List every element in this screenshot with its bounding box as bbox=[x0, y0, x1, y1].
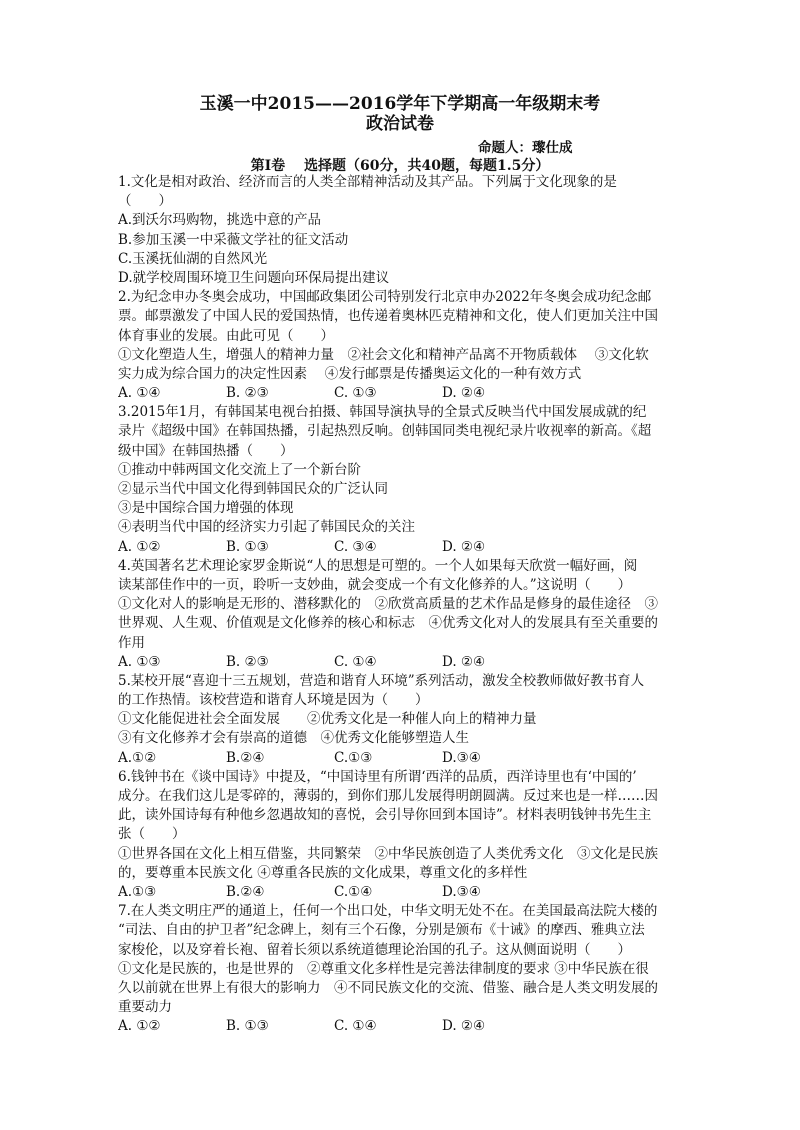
question-line: 5.某校开展“喜迎十三五规划，营造和谐育人环境”系列活动，激发全校教师做好教书育人 bbox=[118, 672, 645, 689]
question-line: 家梭伦，以及穿着长袍、留着长须以系统道德理论治国的孔子。这从侧面说明（ ） bbox=[118, 941, 631, 958]
exam-subtitle: 政治试卷 bbox=[366, 114, 434, 134]
question-line: 体育事业的发展。由此可见（ ） bbox=[118, 327, 334, 344]
question-line: 录片《超级中国》在韩国热播，引起热烈反响。创韩国同类电视纪录片收视率的新高。《超 bbox=[118, 423, 652, 440]
exam-title: 玉溪一中2015——2016学年下学期高一年级期末考 bbox=[199, 94, 601, 114]
questions-list bbox=[118, 173, 683, 1036]
answer-options bbox=[118, 749, 683, 768]
answer-options bbox=[118, 1017, 683, 1036]
answer-option: C. ①④ bbox=[334, 1018, 377, 1035]
question-line: 6.钱钟书在《谈中国诗》中提及，“中国诗里有所谓‘西洋的品质，西洋诗里也有‘中国的’ bbox=[118, 768, 637, 785]
answer-option: D.③④ bbox=[442, 883, 481, 900]
question-line: 重要动力 bbox=[118, 999, 172, 1016]
question-line: 4.英国著名艺术理论家罗金斯说“人的思想是可塑的。一个人如果每天欣赏一幅好画，阅 bbox=[118, 557, 638, 574]
question-line: “司法、自由的护卫者”纪念碑上，刻有三个石像，分别是颁布《十诫》的摩西、雅典立法 bbox=[118, 922, 645, 939]
question-line: D.就学校周围环境卫生问题向环保局提出建议 bbox=[118, 269, 390, 286]
answer-option: A. ①② bbox=[118, 1018, 161, 1035]
question-line: 作用 bbox=[118, 634, 145, 651]
answer-option: D. ②④ bbox=[442, 653, 486, 670]
question-line: 此，读外国诗每有种他乡忽遇故知的喜悦，会引导你回到本国诗”。材料表明钱钟书先生主 bbox=[118, 807, 652, 824]
question-line: ①文化能促进社会全面发展 ②优秀文化是一种催人向上的精神力量 bbox=[118, 711, 537, 728]
question-line: ③是中国综合国力增强的体现 bbox=[118, 500, 294, 517]
answer-option: C. ①③ bbox=[334, 385, 377, 402]
question-block bbox=[118, 672, 683, 768]
answer-option: B.②④ bbox=[226, 883, 265, 900]
question-line: 实力成为综合国力的决定性因素 ④发行邮票是传播奥运文化的一种有效方式 bbox=[118, 365, 582, 382]
question-line: ②显示当代中国文化得到韩国民众的广泛认同 bbox=[118, 481, 388, 497]
answer-option: B. ②③ bbox=[226, 653, 269, 670]
answer-option: A.①③ bbox=[118, 883, 157, 900]
answer-option: B. ②③ bbox=[226, 385, 269, 402]
answer-option: D.③④ bbox=[442, 749, 481, 766]
question-line: 久以前就在世界上有很大的影响力 ④不同民族文化的交流、借鉴、融合是人类文明发展的 bbox=[118, 979, 658, 996]
answer-options bbox=[118, 883, 683, 902]
answer-options bbox=[118, 653, 683, 672]
question-block bbox=[118, 403, 683, 557]
answer-option: A. ①④ bbox=[118, 385, 161, 402]
question-block bbox=[118, 768, 683, 902]
answer-options bbox=[118, 538, 683, 557]
question-block bbox=[118, 902, 683, 1036]
question-block bbox=[118, 173, 683, 288]
question-line: ①世界各国在文化上相互借鉴，共同繁荣 ②中华民族创造了人类优秀文化 ③文化是民族 bbox=[118, 845, 658, 862]
question-line: ①文化对人的影响是无形的、潜移默化的 ②欣赏高质量的艺术作品是修身的最佳途径 ③ bbox=[118, 596, 658, 613]
answer-option: D. ②④ bbox=[442, 385, 486, 402]
answer-option: A.①② bbox=[118, 749, 157, 766]
answer-option: C. ①④ bbox=[334, 653, 377, 670]
question-block bbox=[118, 288, 683, 403]
question-line: ①文化是民族的，也是世界的 ②尊重文化多样性是完善法律制度的要求 ③中华民族在很 bbox=[118, 960, 649, 977]
question-line: 级中国》在韩国热播（ ） bbox=[118, 442, 294, 459]
question-line: （ ） bbox=[118, 193, 172, 210]
question-line: 张（ ） bbox=[118, 826, 186, 843]
answer-option: B. ①③ bbox=[226, 1018, 269, 1035]
author-line: 命题人：瓈仕成 bbox=[478, 140, 573, 156]
answer-option: B.②④ bbox=[226, 749, 265, 766]
answer-option: A. ①③ bbox=[118, 653, 161, 670]
question-line: 7.在人类文明庄严的通道上，任何一个出口处，中华文明无处不在。在美国最高法院大楼的 bbox=[118, 903, 658, 920]
question-line: ④表明当代中国的经济实力引起了韩国民众的关注 bbox=[118, 519, 415, 536]
answer-option: A. ①② bbox=[118, 538, 161, 555]
question-line: ③有文化修养才会有崇高的道德 ④优秀文化能够塑造人生 bbox=[118, 730, 469, 747]
section-heading: 第Ⅰ卷 选择题（60分，共40题，每题1.5分） bbox=[250, 158, 550, 174]
question-line: 读某部佳作中的一页，聆听一支妙曲，就会变成一个有文化修养的人。”这说明（ ） bbox=[118, 576, 632, 593]
question-line: 2.为纪念申办冬奥会成功，中国邮政集团公司特别发行北京申办2022年冬奥会成功纪念邮 bbox=[118, 289, 652, 306]
question-line: ①推动中韩两国文化交流上了一个新台阶 bbox=[118, 461, 361, 478]
question-line: 3.2015年1月，有韩国某电视台拍摄、韩国导演执导的全景式反映当代中国发展成就的纪 bbox=[118, 404, 647, 421]
answer-option: B. ①③ bbox=[226, 538, 269, 555]
answer-option: C. ③④ bbox=[334, 538, 377, 555]
question-line: 票。邮票激发了中国人民的爱国热情，也传递着奥林匹克精神和文化，使人们更加关注中国 bbox=[118, 308, 658, 325]
question-line: 的工作热情。该校营造和谐育人环境是因为（ ） bbox=[118, 692, 429, 709]
answer-option: C.①④ bbox=[334, 883, 373, 900]
answer-options bbox=[118, 384, 683, 403]
question-block bbox=[118, 557, 683, 672]
question-line: A.到沃尔玛购物，挑选中意的产品 bbox=[118, 212, 322, 229]
question-line: C.玉溪抚仙湖的自然风光 bbox=[118, 250, 268, 267]
question-line: B.参加玉溪一中采薇文学社的征文活动 bbox=[118, 231, 349, 248]
question-line: 成分。在我们这儿是零碎的，薄弱的，到你们那儿发展得明朗圆满。反过来也是一样……因 bbox=[118, 788, 658, 804]
answer-option: D. ②④ bbox=[442, 538, 486, 555]
question-line: 世界观、人生观、价值观是文化修养的核心和标志 ④优秀文化对人的发展具有至关重要的 bbox=[118, 615, 658, 632]
answer-option: C.①③ bbox=[334, 749, 373, 766]
answer-option: D. ②④ bbox=[442, 1018, 486, 1035]
question-line: 的，要尊重本民族文化 ④尊重各民族的文化成果，尊重文化的多样性 bbox=[118, 864, 528, 881]
question-line: ①文化塑造人生，增强人的精神力量 ②社会文化和精神产品离不开物质载体 ③文化软 bbox=[118, 346, 649, 363]
question-line: 1.文化是相对政治、经济而言的人类全部精神活动及其产品。下列属于文化现象的是 bbox=[118, 174, 617, 190]
